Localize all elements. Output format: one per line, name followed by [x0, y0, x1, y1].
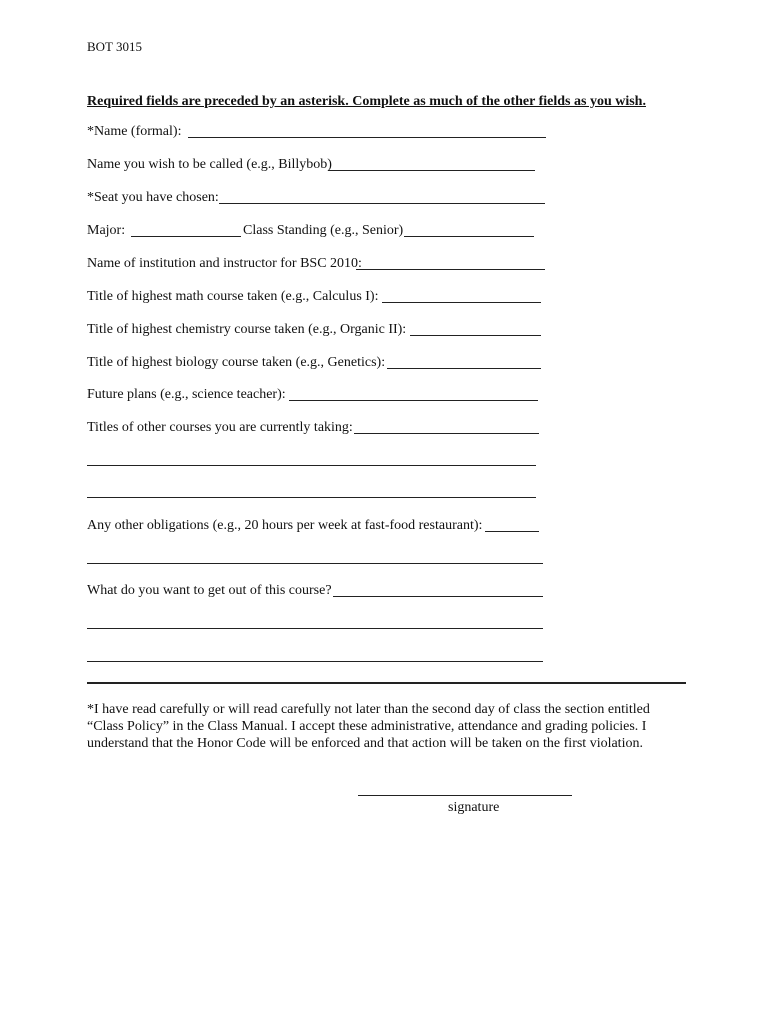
chemistry-course-field[interactable]	[410, 335, 541, 336]
other-courses-extra-line-1[interactable]	[87, 465, 536, 466]
instructions-heading: Required fields are preceded by an asterisk. Complete as much of the other fields as you wish.	[87, 94, 646, 109]
math-course-label: Title of highest math course taken (e.g., Calculus I):	[87, 289, 379, 304]
seat-label: *Seat you have chosen:	[87, 190, 219, 205]
policy-agreement: *I have read carefully or will read carefully not later than the second day of class the section entitled “Class Policy” in the Class Manual. I accept these administrative, attendance and grading policies. I understand that the Honor Code will be enforced and that action will be taken on the first violation.	[87, 702, 650, 751]
other-courses-field[interactable]	[354, 433, 539, 434]
course-goals-label: What do you want to get out of this course?	[87, 583, 332, 598]
section-divider	[87, 682, 686, 684]
preferred-name-label: Name you wish to be called (e.g., Billybob)	[87, 157, 332, 172]
name-formal-label: *Name (formal):	[87, 124, 182, 139]
institution-label: Name of institution and instructor for BSC 2010:	[87, 256, 362, 271]
obligations-label: Any other obligations (e.g., 20 hours per week at fast-food restaurant):	[87, 518, 483, 533]
seat-field[interactable]	[219, 203, 545, 204]
obligations-field[interactable]	[485, 531, 539, 532]
course-goals-field[interactable]	[333, 596, 543, 597]
class-standing-label: Class Standing (e.g., Senior)	[243, 223, 404, 238]
course-code: BOT 3015	[87, 39, 143, 54]
biology-course-label: Title of highest biology course taken (e.g., Genetics):	[87, 355, 386, 370]
course-goals-extra-line-2[interactable]	[87, 661, 543, 662]
institution-field[interactable]	[356, 269, 545, 270]
major-label: Major:	[87, 223, 126, 238]
other-courses-extra-line-2[interactable]	[87, 497, 536, 498]
course-goals-extra-line-1[interactable]	[87, 628, 543, 629]
other-courses-label: Titles of other courses you are currently taking:	[87, 420, 353, 435]
chemistry-course-label: Title of highest chemistry course taken (e.g., Organic II):	[87, 322, 407, 337]
preferred-name-field[interactable]	[328, 170, 535, 171]
name-formal-field[interactable]	[188, 137, 546, 138]
signature-label: signature	[448, 800, 500, 815]
major-field[interactable]	[131, 236, 241, 237]
obligations-extra-line[interactable]	[87, 563, 543, 564]
signature-field[interactable]	[358, 795, 572, 796]
future-plans-label: Future plans (e.g., science teacher):	[87, 387, 286, 402]
future-plans-field[interactable]	[289, 400, 538, 401]
class-standing-field[interactable]	[404, 236, 534, 237]
math-course-field[interactable]	[382, 302, 541, 303]
biology-course-field[interactable]	[387, 368, 541, 369]
